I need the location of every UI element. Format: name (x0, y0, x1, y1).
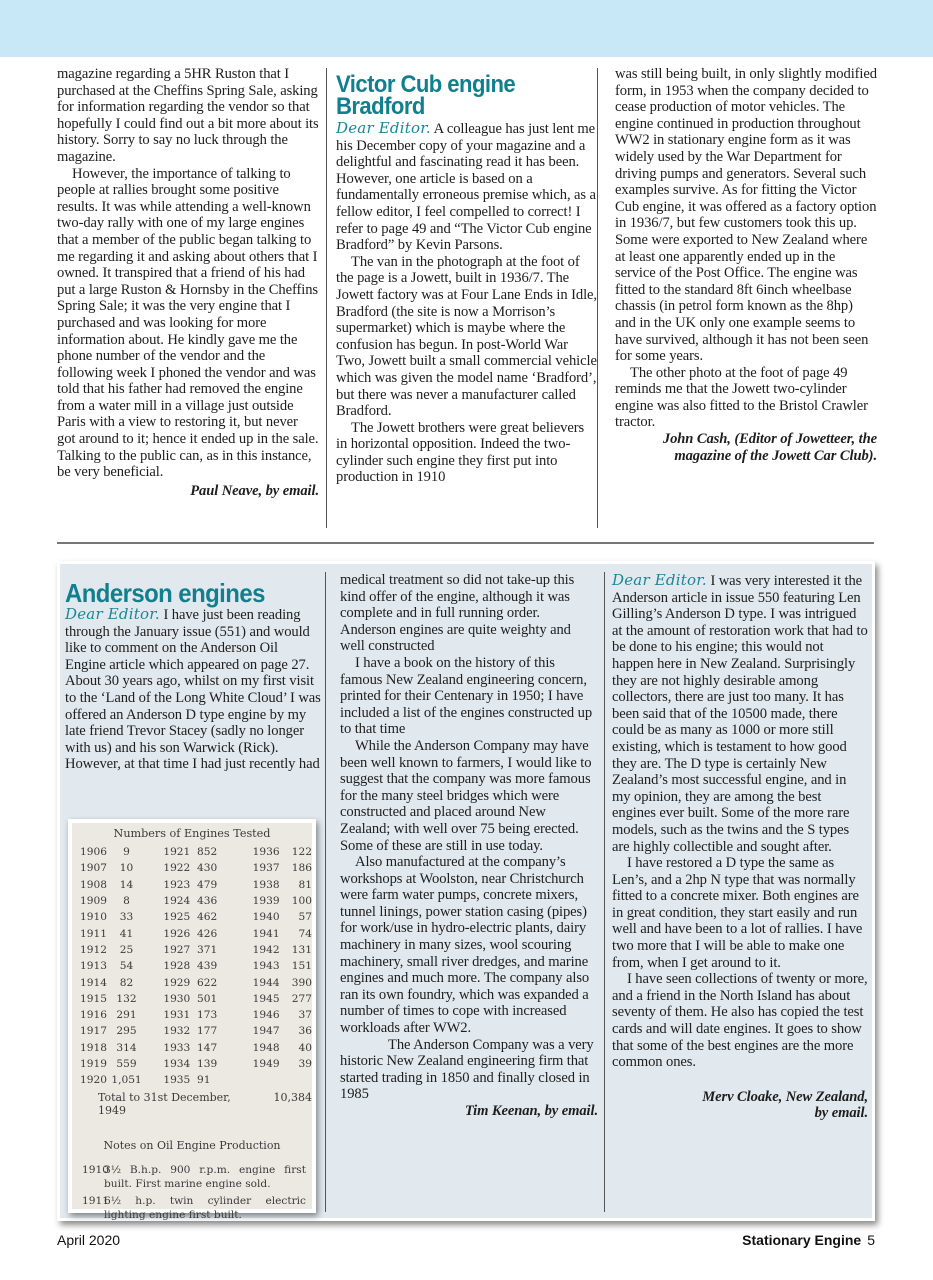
table-row (72, 893, 312, 909)
count-cell: 314 (116, 1041, 137, 1054)
count-cell: 9 (123, 846, 130, 859)
year-cell: 1923 (163, 878, 191, 891)
count-cell: 439 (196, 960, 218, 973)
column-divider (325, 572, 326, 1212)
year-cell: 1930 (163, 992, 191, 1005)
table-row (72, 860, 312, 876)
count-cell: 39 (298, 1058, 313, 1070)
salutation: Dear Editor. (336, 119, 431, 137)
count-cell: 10 (119, 862, 134, 875)
paul-neave-letter (57, 66, 319, 499)
table-row (72, 958, 312, 974)
count-cell: 37 (298, 1009, 313, 1022)
page-number: 5 (867, 1232, 875, 1248)
count-cell: 277 (291, 992, 313, 1005)
year-cell: 1908 (80, 878, 107, 891)
paragraph-text: I was very interested it the Anderson article in issue 550 featuring Len Gilling’s Anderson D type. I was intrigued at the amount of restoration work that had to be done to his engine; this would not happen here in New Zealand. Surprisingly they are not highly desirable among collectors, there are just too many. It has been said that of the 10500 made, there could be as many as 1000 or more still existing, which is testament to how good they are. The D type is certainly New Zealand’s most successful engine, and in my opinion, they are among the best engines ever built. Some of the more rare models, such as the twins and the S types are highly collectible and sought after. (612, 573, 868, 855)
year-cell: 1937 (252, 862, 280, 875)
year-cell: 1926 (163, 927, 191, 940)
note-text: 6½ h.p. twin cylinder electric lighting engine first built. (104, 1195, 306, 1221)
year-cell: 1929 (163, 976, 191, 989)
letter-paragraph (65, 606, 321, 773)
count-cell: 147 (196, 1041, 218, 1054)
count-cell: 25 (119, 943, 134, 956)
headline (336, 71, 577, 120)
count-cell: 177 (196, 1025, 218, 1038)
salutation: Dear Editor. (612, 571, 707, 589)
count-cell: 132 (116, 992, 137, 1005)
signature-line: Merv Cloake, New Zealand, (702, 1088, 868, 1105)
anderson-letter-col1 (65, 580, 321, 773)
engines-tested-table-image (68, 819, 316, 1221)
year-cell: 1947 (252, 1025, 280, 1038)
count-cell: 40 (298, 1041, 313, 1054)
year-cell: 1919 (80, 1058, 107, 1070)
count-cell: 57 (298, 911, 313, 924)
table-row (72, 1007, 312, 1023)
publication-name: Stationary Engine (742, 1232, 862, 1248)
count-cell: 390 (291, 976, 313, 989)
letter-paragraph (612, 572, 868, 855)
year-cell: 1946 (252, 1009, 280, 1022)
table-row (72, 877, 312, 893)
count-cell: 462 (196, 911, 218, 924)
year-cell: 1918 (80, 1041, 107, 1054)
year-cell: 1910 (80, 911, 107, 924)
year-cell: 1939 (252, 895, 280, 908)
year-cell: 1942 (252, 943, 280, 956)
table-row (72, 1072, 312, 1088)
table-row (72, 1056, 312, 1072)
note-year: 1910 (82, 1164, 109, 1177)
paragraph-text: I have just been reading through the January issue (551) and would like to comment on the Anderson Oil Engine article which appeared on page 27. About 30 years ago, whilst on my first visit to the ‘Land of the Long White Cloud’ I was offered an Anderson D type engine by my late friend Trevor Stacey (sadly no longer with us) and his son Warwick (Rick). However, at that time I had just recently had (65, 607, 321, 773)
count-cell: 41 (119, 927, 134, 940)
year-cell: 1911 (80, 927, 107, 940)
year-cell: 1921 (163, 846, 191, 859)
year-cell: 1940 (252, 911, 280, 924)
note-row (72, 1195, 312, 1222)
column-divider (604, 572, 605, 1212)
table-total (72, 1091, 312, 1117)
count-cell: 74 (298, 927, 313, 940)
letter-paragraph: Also manufactured at the company’s workshops at Woolston, near Christchurch were farm water pumps, concrete mixers, tunnel linings, power station casing (pipes) for work/use in hydro-electric plants, dairy machinery in many sizes, wool scouring machinery, small river dredges, and marine engines and much more. The company also ran its own foundry, which was expanded a number of times to cope with increased workloads after WW2. (340, 854, 590, 1037)
year-cell: 1941 (252, 927, 280, 940)
year-cell: 1906 (80, 846, 107, 859)
table-rows (72, 844, 312, 1088)
year-cell: 1916 (80, 1009, 107, 1022)
year-cell: 1927 (163, 943, 191, 956)
table-row (72, 991, 312, 1007)
year-cell: 1917 (80, 1025, 107, 1038)
count-cell: 173 (196, 1009, 218, 1022)
table-row (72, 925, 312, 941)
letter-paragraph: medical treatment so did not take-up this kind offer of the engine, although it was complete and in full running order. Anderson engines are quite weighty and well constructed (340, 572, 575, 655)
letter-paragraph: I have restored a D type the same as Len’s, and a 2hp N type that was normally fitted to a concrete mixer. Both engines are in great condition, they start easily and run well and have been to a lot of rallies. I have two more that I will be able to make one from, when I get around to it. (612, 855, 863, 971)
victor-cub-letter-col1 (336, 71, 598, 486)
count-cell: 479 (196, 878, 218, 891)
count-cell: 436 (196, 895, 218, 908)
letter-paragraph: The Jowett brothers were great believers in horizontal opposition. Indeed the two-cylinder such engine they first put into production in 1910 (336, 419, 585, 486)
year-cell: 1938 (252, 878, 280, 891)
year-cell: 1945 (252, 992, 280, 1005)
table-row (72, 942, 312, 958)
letter-paragraph (336, 120, 598, 254)
table-row (72, 909, 312, 925)
year-cell: 1948 (252, 1041, 280, 1054)
count-cell: 81 (298, 878, 313, 891)
signature-line: by email. (814, 1105, 868, 1122)
headline-line: Victor Cub engine (336, 71, 516, 98)
total-label: Total to 31st December, 1949 (98, 1091, 231, 1118)
count-cell: 852 (196, 846, 218, 859)
table-row (72, 1040, 312, 1056)
year-cell: 1925 (163, 911, 191, 924)
headline: Anderson engines (65, 578, 265, 608)
count-cell: 33 (119, 911, 134, 924)
column-divider (326, 68, 327, 528)
year-cell: 1935 (163, 1074, 191, 1087)
count-cell: 186 (291, 862, 313, 875)
merv-cloake-letter (612, 572, 868, 1122)
year-cell: 1924 (163, 895, 191, 908)
anderson-letter-col2 (340, 572, 598, 1120)
count-cell: 295 (116, 1025, 137, 1038)
count-cell: 14 (119, 878, 134, 891)
year-cell: 1920 (80, 1074, 107, 1087)
issue-date: April 2020 (57, 1232, 121, 1248)
top-banner (0, 0, 933, 57)
year-cell: 1944 (252, 976, 280, 989)
letter-signature (612, 1089, 868, 1122)
publication-footer (742, 1232, 875, 1248)
note-row (72, 1164, 312, 1191)
note-year: 1911 (82, 1195, 109, 1208)
letter-paragraph: The Anderson Company was a very historic New Zealand engineering firm that started trading in 1850 and finally closed in 1985 (340, 1036, 594, 1103)
year-cell: 1931 (163, 1009, 191, 1022)
count-cell: 36 (298, 1025, 313, 1038)
year-cell: 1943 (252, 960, 280, 973)
year-cell: 1907 (80, 862, 107, 875)
table-row (72, 974, 312, 990)
letter-paragraph: The van in the photograph at the foot of the page is a Jowett, built in 1936/7. The Jowett factory was at Four Lane Ends in Idle, Bradford (the site is now a Morrison’s supermarket) which is maybe where the confusion has begun. In post-World War Two, Jowett built a small commercial vehicle which was given the model name ‘Bradford’, but there was never a manufacturer called Bradford. (336, 253, 597, 420)
count-cell: 291 (116, 1009, 137, 1022)
year-cell: 1922 (163, 862, 191, 875)
count-cell: 54 (119, 960, 134, 973)
count-cell: 100 (291, 895, 313, 908)
year-cell: 1936 (252, 846, 280, 859)
note-text: 3½ B.h.p. 900 r.p.m. engine first built. First marine engine sold. (104, 1164, 306, 1190)
salutation: Dear Editor. (65, 605, 160, 623)
count-cell: 139 (196, 1058, 218, 1070)
count-cell: 501 (196, 992, 218, 1005)
count-cell: 622 (196, 976, 218, 989)
letter-paragraph: I have a book on the history of this famous New Zealand engineering concern, printed for their Centenary in 1950; I have included a list of the engines constructed up to that time (340, 654, 593, 738)
notes-title: Notes on Oil Engine Production (103, 1139, 281, 1153)
count-cell: 82 (119, 976, 134, 989)
year-cell: 1932 (163, 1025, 191, 1038)
year-cell: 1934 (163, 1058, 191, 1070)
year-cell: 1913 (80, 960, 107, 973)
year-cell: 1912 (80, 943, 107, 956)
letter-paragraph: magazine regarding a 5HR Ruston that I purchased at the Cheffins Spring Sale, asking for information regarding the vendor so that hopefully I could find out a bit more about its history. Sorry to say no luck through the magazine. (57, 66, 319, 165)
count-cell: 151 (291, 960, 313, 973)
letter-paragraph: While the Anderson Company may have been well known to farmers, I would like to suggest that the company was more famous for the many steel bridges which were constructed and placed around New Zealand; with well over 75 being erected. Some of these are still in use today. (340, 737, 592, 854)
year-cell: 1928 (163, 960, 191, 973)
year-cell: 1909 (80, 895, 107, 908)
year-cell: 1933 (163, 1041, 191, 1054)
headline-line: Bradford (336, 93, 425, 120)
count-cell: 122 (291, 846, 313, 859)
letter-paragraph: The other photo at the foot of page 49 reminds me that the Jowett two-cylinder engine was also fitted to the Bristol Crawler tractor. (615, 364, 868, 431)
section-separator (57, 542, 874, 544)
letter-paragraph: However, the importance of talking to people at rallies brought some positive results. It was while attending a well-known two-day rally with one of my large engines that a member of the public began talking to me regarding it and asking about others that I owned. It transpired that a friend of his had put a large Ruston & Hornsby in the Cheffins Spring Sale; it was the very engine that I purchased and was looking for more information about. He kindly gave me the phone number of the vendor and the following week I phoned the vendor and was told that his father had removed the engine from a water mill in a village just outside Paris with a view to restoring it, but never got around to it; hence it ended up in the sale. Talking to the public can, as in this instance, be very beneficial. (57, 165, 319, 481)
count-cell: 131 (291, 943, 313, 956)
count-cell: 371 (196, 943, 218, 956)
year-cell: 1949 (252, 1058, 280, 1070)
letter-paragraph: was still being built, in only slightly modified form, in 1953 when the company decided to cease production of motor vehicles. The engine continued in production throughout WW2 in stationary engine form as it was widely used by the War Department for driving pumps and generators. Several such examples survive. As for fitting the Victor Cub engine, it was offered as a factory option in 1936/7, but few customers took this up. Some were exported to New Zealand where at least one apparently ended up in the service of the Post Office. The engine was fitted to the standard 8ft 6inch wheelbase chassis (in petrol form known as the 8hp) and in the UK only one example seems to have survived, although it has not been seen for some years. (615, 66, 877, 365)
count-cell: 1,051 (111, 1074, 142, 1087)
count-cell: 559 (116, 1058, 137, 1070)
total-value: 10,384 (273, 1091, 312, 1105)
year-cell: 1915 (80, 992, 107, 1005)
letter-signature: Tim Keenan, by email. (464, 1103, 598, 1119)
count-cell: 91 (196, 1074, 211, 1087)
paragraph-text: A colleague has just lent me his December copy of your magazine and a delightful and fascinating read it has been. However, one article is based on a fundamentally erroneous premise which, as a fellow editor, I feel compelled to correct! I refer to page 49 and “The Victor Cub engine Bradford” by Kevin Parsons. (336, 121, 596, 254)
column-divider (597, 68, 598, 528)
table-row (72, 1023, 312, 1039)
count-cell: 430 (196, 862, 218, 875)
count-cell: 426 (196, 927, 218, 940)
letter-paragraph: I have seen collections of twenty or more, and a friend in the North Island has about seventy of them. He also has copied the test cards and will date engines. It goes to show that some of the best engines are the more common ones. (612, 971, 868, 1071)
letter-signature: John Cash, (Editor of Jowetteer, the magazine of the Jowett Car Club). (662, 431, 877, 464)
victor-cub-letter-col2 (615, 66, 877, 464)
letter-signature: Paul Neave, by email. (190, 482, 319, 499)
table-row (72, 844, 312, 860)
year-cell: 1914 (80, 976, 107, 989)
count-cell: 8 (123, 895, 130, 908)
table-title: Numbers of Engines Tested (113, 827, 271, 840)
